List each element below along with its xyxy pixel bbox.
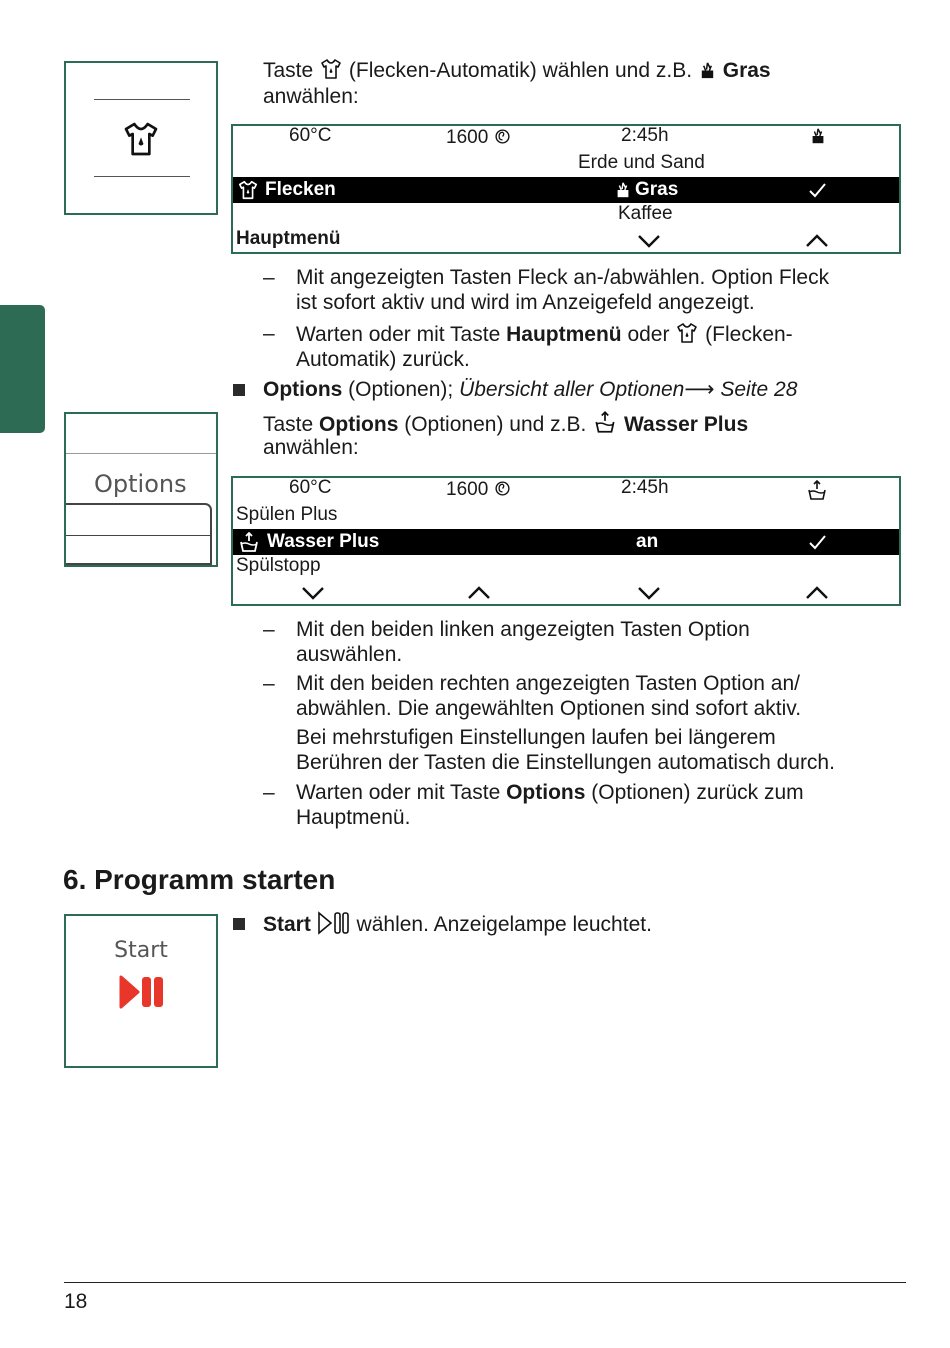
main-menu-label[interactable]: Hauptmenü [236, 228, 341, 249]
option-below: Spülstopp [236, 555, 321, 576]
step-text: abwählen. Die angewählten Optionen sind sofort aktiv. [296, 697, 802, 720]
spin-speed [446, 479, 511, 501]
dash: – [263, 781, 275, 804]
options-key-label: Options [94, 470, 187, 498]
chevron-up-icon[interactable] [467, 586, 491, 600]
start-text: wählen. Anzeigelampe leuchtet. [356, 913, 652, 936]
spin-value: 1600 [446, 127, 489, 148]
options-line-3: anwählen: [263, 436, 359, 459]
spin-icon [494, 480, 511, 497]
options-key-button [66, 503, 212, 565]
water-plus-icon [592, 409, 618, 435]
selected-row [233, 177, 899, 203]
selected-value: an [636, 531, 659, 552]
intro-line-2: anwählen: [263, 85, 359, 108]
play-pause-icon [317, 911, 351, 935]
step-text: Automatik) zurück. [296, 348, 470, 371]
arrow-icon: ⟶ [684, 378, 715, 401]
options-text: (Optionen); [348, 378, 454, 401]
spin-speed [446, 127, 511, 149]
grass-icon [809, 127, 827, 145]
stain-shirt-icon [237, 179, 259, 201]
divider [94, 176, 190, 177]
selected-option: Wasser Plus [267, 531, 380, 552]
step-text: Bei mehrstufigen Einstellungen laufen bei längerem [296, 726, 776, 749]
divider [66, 535, 210, 536]
bullet-square [233, 384, 245, 396]
dash: – [263, 618, 275, 641]
dash: – [263, 266, 275, 289]
step-text: Hauptmenü. [296, 806, 411, 829]
temperature: 60°C [289, 477, 332, 498]
divider [66, 453, 216, 454]
start-key-illustration [64, 914, 218, 1068]
dash: – [263, 322, 275, 345]
page-number: 18 [64, 1290, 88, 1313]
options-heading [263, 377, 797, 402]
chevron-up-icon[interactable] [805, 586, 829, 600]
step-text: Mit angezeigten Tasten Fleck an-/abwählen. Option Fleck [296, 266, 830, 289]
step-text: auswählen. [296, 643, 403, 666]
options-key-illustration [64, 412, 218, 567]
play-pause-icon [118, 974, 166, 1010]
remaining-time: 2:45h [621, 125, 669, 146]
options-text: (Optionen) und z.B. [404, 413, 587, 436]
chevron-down-icon[interactable] [637, 234, 661, 248]
options-text: Taste [263, 413, 314, 436]
start-bold: Start [263, 913, 311, 936]
intro-text: Taste [263, 59, 314, 82]
selected-row [233, 529, 899, 555]
options-bold: Options [319, 413, 399, 436]
step-text [296, 321, 793, 347]
start-instruction [263, 911, 652, 937]
intro-line-1 [263, 57, 771, 83]
chapter-tab [0, 305, 45, 433]
step-text: Mit den beiden rechten angezeigten Tasten Option an/ [296, 672, 800, 695]
divider [94, 99, 190, 100]
option-below: Kaffee [618, 203, 673, 224]
stain-shirt-icon [675, 321, 699, 345]
step-bold: Hauptmenü [506, 323, 622, 346]
options-bold: Options [263, 378, 343, 401]
option-above: Spülen Plus [236, 504, 338, 525]
stain-shirt-icon [319, 57, 343, 81]
intro-text: (Flecken-Automatik) wählen und z.B. [348, 59, 693, 82]
chevron-up-icon[interactable] [805, 234, 829, 248]
spin-icon [494, 128, 511, 145]
water-plus-icon [237, 530, 261, 554]
stain-shirt-icon [121, 119, 161, 159]
step-text: Mit den beiden linken angezeigten Tasten Option [296, 618, 750, 641]
options-bold: Wasser Plus [624, 413, 749, 436]
cross-reference[interactable]: Übersicht aller Optionen [459, 378, 685, 401]
step-text [296, 780, 804, 805]
temperature: 60°C [289, 125, 332, 146]
step-text: ist sofort aktiv und wird im Anzeigefeld angezeigt. [296, 291, 755, 314]
dash: – [263, 672, 275, 695]
water-plus-icon [805, 478, 829, 502]
stain-key-illustration [64, 61, 218, 215]
intro-bold: Gras [722, 59, 771, 82]
options-line-2 [263, 409, 748, 437]
selected-option: Gras [635, 179, 679, 200]
spin-value: 1600 [446, 479, 489, 500]
step-bold: Options [506, 781, 586, 804]
display-options-menu [231, 476, 901, 606]
footer-divider [64, 1282, 906, 1283]
page-reference[interactable]: Seite 28 [720, 378, 798, 401]
option-above: Erde und Sand [578, 152, 705, 173]
step-text: (Flecken- [705, 323, 793, 346]
check-icon [807, 532, 827, 552]
chevron-down-icon[interactable] [301, 586, 325, 600]
step-text: (Optionen) zurück zum [591, 781, 804, 804]
start-key-label: Start [114, 938, 168, 963]
step-text: oder [627, 323, 670, 346]
step-text: Berühren der Tasten die Einstellungen automatisch durch. [296, 751, 835, 774]
step-text: Warten oder mit Taste [296, 323, 501, 346]
grass-icon [614, 181, 632, 199]
step-text: Warten oder mit Taste [296, 781, 501, 804]
display-stain-menu [231, 124, 901, 254]
remaining-time: 2:45h [621, 477, 669, 498]
check-icon [807, 180, 827, 200]
section-title: 6. Programm starten [63, 864, 336, 895]
bullet-square [233, 918, 245, 930]
chevron-down-icon[interactable] [637, 586, 661, 600]
grass-icon [698, 61, 717, 80]
selected-category: Flecken [265, 179, 336, 200]
